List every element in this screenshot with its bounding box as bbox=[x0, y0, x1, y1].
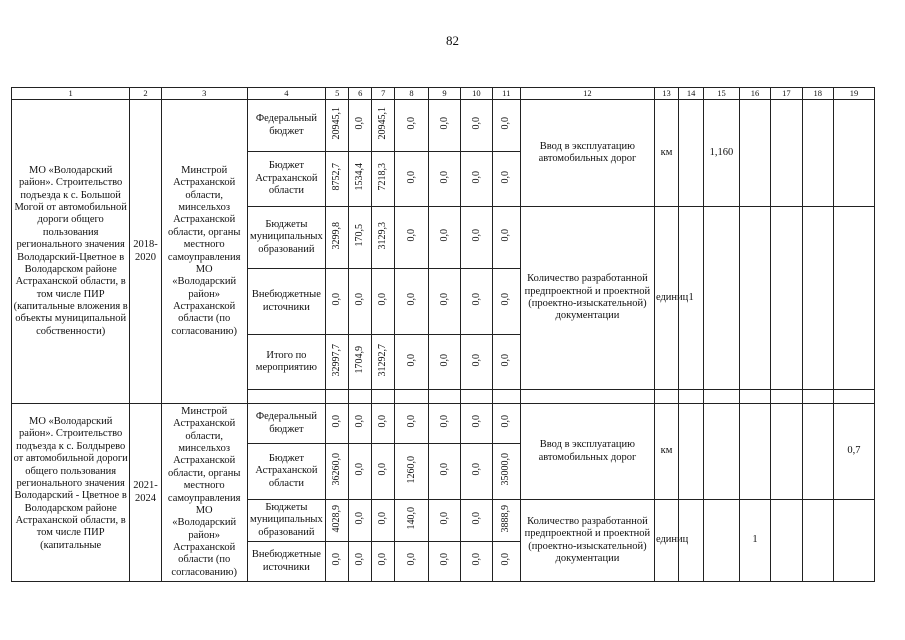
col-number: 7 bbox=[372, 88, 395, 100]
value-cell: 0,0 bbox=[470, 117, 482, 130]
value-cell: 0,0 bbox=[354, 512, 366, 525]
value-cell: 0,0 bbox=[470, 229, 482, 242]
indicator-value bbox=[771, 404, 802, 500]
value-cell: 0,0 bbox=[405, 553, 417, 566]
object-description: МО «Володарский район». Строительство подъезда к с. Большой Могой от автомобильной дороги общего пользования регионального значения Володарский-Цветное в Володарском районе Астраханской области, в том числе ПИР (капитальные вложения в объекты муниципальной собственности) bbox=[12, 100, 130, 404]
indicator-value bbox=[771, 100, 802, 207]
indicator-value bbox=[833, 100, 874, 207]
indicator-value: 0,7 bbox=[833, 404, 874, 500]
indicator-unit: единиц bbox=[654, 207, 678, 390]
value-cell: 0,0 bbox=[470, 415, 482, 428]
funding-source: Бюджет Астраханской области bbox=[247, 444, 326, 500]
indicator-value bbox=[704, 207, 740, 390]
value-cell: 0,0 bbox=[405, 117, 417, 130]
value-cell: 4028,9 bbox=[331, 504, 343, 533]
value-cell: 36260,0 bbox=[331, 453, 343, 486]
value-cell: 0,0 bbox=[331, 415, 343, 428]
value-cell: 0,0 bbox=[500, 553, 512, 566]
value-cell: 0,0 bbox=[470, 553, 482, 566]
col-number: 12 bbox=[520, 88, 654, 100]
funding-source: Внебюджетные источники bbox=[247, 542, 326, 582]
indicator-value bbox=[679, 404, 704, 500]
value-cell: 0,0 bbox=[377, 512, 389, 525]
indicator-value bbox=[802, 404, 833, 500]
funding-source: Федеральный бюджет bbox=[247, 404, 326, 444]
page-number: 82 bbox=[446, 33, 459, 48]
table-row bbox=[12, 100, 875, 152]
value-cell: 0,0 bbox=[405, 415, 417, 428]
indicator-value bbox=[704, 500, 740, 582]
value-cell: 0,0 bbox=[405, 293, 417, 306]
value-cell: 0,0 bbox=[500, 229, 512, 242]
value-cell: 170,5 bbox=[354, 224, 366, 247]
value-cell: 0,0 bbox=[470, 512, 482, 525]
indicator-unit: км bbox=[654, 404, 678, 500]
value-cell: 0,0 bbox=[331, 553, 343, 566]
value-cell: 0,0 bbox=[354, 293, 366, 306]
funding-source: Федеральный бюджет bbox=[247, 100, 326, 152]
column-number-row bbox=[12, 88, 875, 100]
funding-source: Бюджеты муниципальных образований bbox=[247, 500, 326, 542]
value-cell: 0,0 bbox=[438, 353, 450, 367]
value-cell: 0,0 bbox=[354, 553, 366, 566]
funding-source-total: Итого по мероприятию bbox=[247, 335, 326, 390]
value-cell: 31292,7 bbox=[377, 343, 389, 377]
col-number: 17 bbox=[771, 88, 802, 100]
col-number: 13 bbox=[654, 88, 678, 100]
indicator-value bbox=[771, 500, 802, 582]
col-number: 18 bbox=[802, 88, 833, 100]
col-number: 4 bbox=[247, 88, 326, 100]
years-cell: 2018-2020 bbox=[130, 100, 161, 404]
program-table bbox=[11, 87, 875, 582]
value-cell: 0,0 bbox=[470, 170, 482, 184]
indicator-value bbox=[802, 207, 833, 390]
indicator-value bbox=[739, 207, 770, 390]
col-number: 11 bbox=[492, 88, 520, 100]
table-row bbox=[12, 404, 875, 444]
value-cell: 0,0 bbox=[354, 117, 366, 130]
value-cell: 0,0 bbox=[377, 293, 389, 306]
col-number: 15 bbox=[704, 88, 740, 100]
value-cell: 0,0 bbox=[500, 353, 512, 367]
indicator-value: 1,160 bbox=[704, 100, 740, 207]
value-cell: 0,0 bbox=[470, 353, 482, 367]
value-cell: 0,0 bbox=[438, 553, 450, 566]
value-cell: 0,0 bbox=[500, 170, 512, 184]
indicator-unit: км bbox=[654, 100, 678, 207]
value-cell: 0,0 bbox=[470, 463, 482, 476]
col-number: 5 bbox=[326, 88, 349, 100]
value-cell: 0,0 bbox=[470, 293, 482, 306]
indicator-name: Ввод в эксплуатацию автомобильных дорог bbox=[520, 100, 654, 207]
col-number: 8 bbox=[395, 88, 429, 100]
value-cell: 0,0 bbox=[500, 415, 512, 428]
value-cell: 0,0 bbox=[438, 415, 450, 428]
indicator-value bbox=[739, 404, 770, 500]
indicator-name: Количество разработанной предпроектной и проектной (проектно-изыскательной) документации bbox=[520, 207, 654, 390]
value-cell: 0,0 bbox=[405, 229, 417, 242]
value-cell: 0,0 bbox=[438, 463, 450, 476]
value-cell: 3299,8 bbox=[331, 221, 343, 250]
years-cell: 2021-2024 bbox=[130, 404, 161, 582]
value-cell: 140,0 bbox=[405, 507, 417, 530]
indicator-name: Ввод в эксплуатацию автомобильных дорог bbox=[520, 404, 654, 500]
col-number: 2 bbox=[130, 88, 161, 100]
value-cell: 0,0 bbox=[438, 117, 450, 130]
value-cell: 32997,7 bbox=[331, 343, 343, 377]
col-number: 14 bbox=[679, 88, 704, 100]
value-cell: 0,0 bbox=[377, 415, 389, 428]
col-number: 9 bbox=[428, 88, 460, 100]
indicator-value bbox=[833, 500, 874, 582]
indicator-value: 1 bbox=[679, 207, 704, 390]
value-cell: 0,0 bbox=[438, 512, 450, 525]
indicator-unit: единиц bbox=[654, 500, 678, 582]
col-number: 16 bbox=[739, 88, 770, 100]
value-cell: 20945,1 bbox=[377, 107, 389, 140]
value-cell: 3129,3 bbox=[377, 221, 389, 250]
value-cell: 7218,3 bbox=[377, 163, 389, 191]
value-cell: 0,0 bbox=[331, 293, 343, 306]
col-number: 1 bbox=[12, 88, 130, 100]
value-cell: 0,0 bbox=[438, 229, 450, 242]
indicator-value bbox=[802, 100, 833, 207]
value-cell: 0,0 bbox=[377, 463, 389, 476]
value-cell: 35000,0 bbox=[500, 453, 512, 486]
indicator-value bbox=[679, 100, 704, 207]
value-cell: 3888,9 bbox=[500, 504, 512, 533]
value-cell: 8752,7 bbox=[331, 163, 343, 191]
value-cell: 0,0 bbox=[405, 170, 417, 184]
col-number: 10 bbox=[461, 88, 492, 100]
value-cell: 1534,4 bbox=[354, 163, 366, 191]
executor-cell: Минстрой Астраханской области, минсельхоз Астраханской области, органы местного самоуправления МО «Володарский район» Астраханской области (по согласованию) bbox=[161, 100, 247, 404]
executor-cell: Минстрой Астраханской области, минсельхоз Астраханской области, органы местного самоуправления МО «Володарский район» Астраханской области (по согласованию) bbox=[161, 404, 247, 582]
col-number: 19 bbox=[833, 88, 874, 100]
indicator-value bbox=[704, 404, 740, 500]
indicator-name: Количество разработанной предпроектной и проектной (проектно-изыскательной) документации bbox=[520, 500, 654, 582]
col-number: 3 bbox=[161, 88, 247, 100]
funding-source: Внебюджетные источники bbox=[247, 269, 326, 335]
object-description: МО «Володарский район». Строительство подъезда к с. Болдырево от автомобильной дороги общего пользования регионального значения Володарский - Цветное в Володарском районе Астраханской области, в том числе ПИР (капитальные bbox=[12, 404, 130, 582]
value-cell: 0,0 bbox=[438, 170, 450, 184]
value-cell: 0,0 bbox=[405, 353, 417, 367]
indicator-value: 1 bbox=[739, 500, 770, 582]
value-cell: 1704,9 bbox=[354, 346, 366, 374]
col-number: 6 bbox=[349, 88, 372, 100]
value-cell: 0,0 bbox=[354, 415, 366, 428]
funding-source: Бюджет Астраханской области bbox=[247, 152, 326, 207]
value-cell: 1260,0 bbox=[405, 455, 417, 484]
value-cell: 0,0 bbox=[377, 553, 389, 566]
value-cell: 0,0 bbox=[500, 117, 512, 130]
indicator-value bbox=[739, 100, 770, 207]
indicator-value bbox=[833, 207, 874, 390]
indicator-value bbox=[771, 207, 802, 390]
value-cell: 20945,1 bbox=[331, 107, 343, 140]
value-cell: 0,0 bbox=[438, 293, 450, 306]
indicator-value bbox=[802, 500, 833, 582]
value-cell: 0,0 bbox=[354, 463, 366, 476]
funding-source: Бюджеты муниципальных образований bbox=[247, 207, 326, 269]
value-cell: 0,0 bbox=[500, 293, 512, 306]
